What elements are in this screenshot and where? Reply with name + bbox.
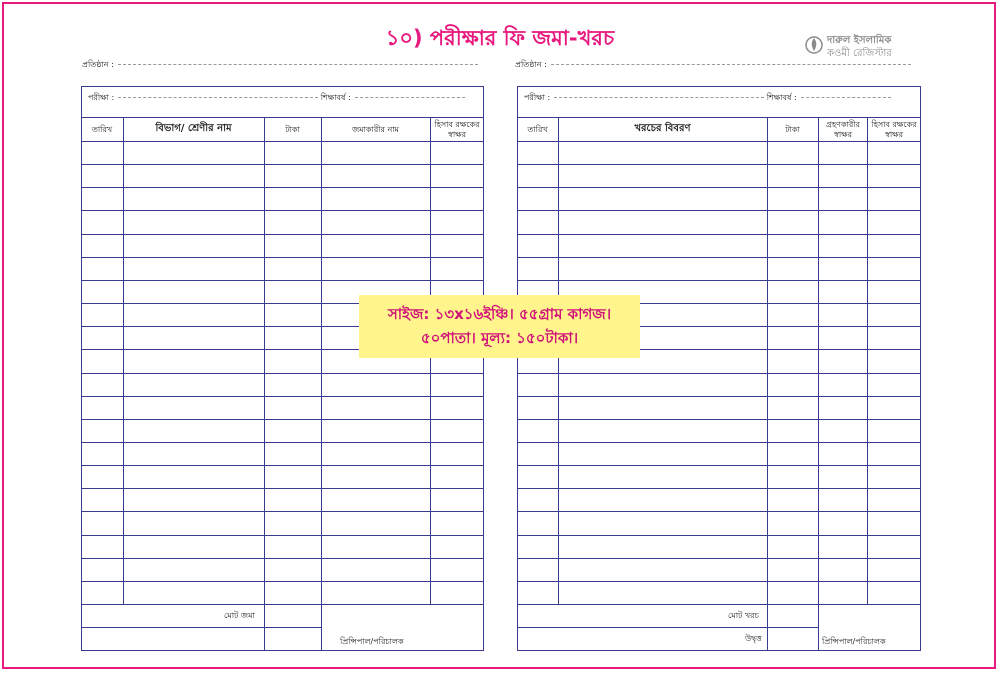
- col-accountant-sign: হিসাব রক্ষকের স্বাক্ষর: [434, 120, 480, 139]
- banner-line1: সাইজ: ১৩x১৬ইঞ্চি। ৫৫গ্রাম কাগজ।: [387, 305, 612, 323]
- ledger-row-line: [517, 257, 921, 258]
- ledger-row-line: [517, 442, 921, 443]
- ledger-row-line: [81, 465, 484, 466]
- col-amount: টাকা: [285, 125, 300, 134]
- year-label: শিক্ষাবর্ষ :: [766, 93, 797, 102]
- ledger-row-line: [517, 511, 921, 512]
- logo-emblem-icon: [805, 33, 823, 57]
- ledger-row-line: [517, 164, 921, 165]
- ledger-row-line: [517, 535, 921, 536]
- logo-line1: দারুল ইসলামিক: [827, 35, 892, 46]
- institution-line-left: [82, 59, 478, 72]
- logo: [805, 33, 925, 59]
- total-expense-label: মোট খরচ: [728, 611, 759, 620]
- info-banner: [359, 295, 640, 358]
- ledger-row-line: [517, 581, 921, 582]
- ledger-row-line: [81, 442, 484, 443]
- ledger-row-line: [517, 465, 921, 466]
- ledger-row-line: [517, 558, 921, 559]
- col-accountant-sign: হিসাব রক্ষকের স্বাক্ষর: [871, 120, 917, 139]
- ledger-row-line: [81, 581, 484, 582]
- institution-label: প্রতিষ্ঠান :: [515, 60, 547, 69]
- expense-page: [517, 86, 921, 651]
- exam-label: পরীক্ষা :: [88, 93, 115, 102]
- ledger-row-line: [81, 396, 484, 397]
- banner-line2: ৫০পাতা। মূল্য: ১৫০টাকা।: [420, 329, 579, 347]
- ledger-row-line: [517, 210, 921, 211]
- ledger-row-line: [81, 234, 484, 235]
- year-label: শিক্ষাবর্ষ :: [320, 93, 351, 102]
- total-deposit-label: মোট জমা: [224, 611, 255, 620]
- ledger-row-line: [517, 280, 921, 281]
- page-title: ১০) পরীক্ষার ফি জমা-খরচ: [385, 26, 615, 50]
- exam-line-right: [524, 92, 891, 105]
- ledger-row-line: [81, 558, 484, 559]
- exam-label: পরীক্ষা :: [524, 93, 551, 102]
- ledger-row-line: [517, 373, 921, 374]
- ledger-row-line: [81, 164, 484, 165]
- logo-line2: কওমী রেজিস্টার: [827, 48, 892, 59]
- ledger-row-line: [81, 280, 484, 281]
- col-depositor: জমাকারীর নাম: [351, 125, 399, 134]
- ledger-row-line: [517, 187, 921, 188]
- ledger-row-line: [517, 234, 921, 235]
- ledger-row-line: [81, 535, 484, 536]
- principal-signature-left: প্রিন্সিপাল/পরিচালক: [340, 637, 404, 646]
- ledger-row-line: [81, 511, 484, 512]
- ledger-row-line: [81, 373, 484, 374]
- col-date: তারিখ: [527, 125, 548, 134]
- col-expense-description: খরচের বিবরণ: [634, 123, 691, 134]
- ledger-row-line: [517, 419, 921, 420]
- balance-label: উদ্বৃত্ত: [745, 634, 762, 643]
- ledger-row-line: [81, 488, 484, 489]
- ledger-row-line: [81, 187, 484, 188]
- col-receiver-sign: গ্রহণকারীর স্বাক্ষর: [825, 120, 861, 139]
- col-class-name: বিভাগ/ শ্রেণীর নাম: [155, 123, 232, 134]
- ledger-row-line: [81, 210, 484, 211]
- institution-label: প্রতিষ্ঠান :: [82, 60, 114, 69]
- ledger-row-line: [517, 396, 921, 397]
- col-amount: টাকা: [785, 125, 800, 134]
- col-date: তারিখ: [91, 125, 113, 134]
- exam-line-left: [88, 92, 465, 105]
- income-page: [81, 86, 484, 651]
- institution-line-right: [515, 59, 911, 72]
- ledger-row-line: [81, 257, 484, 258]
- ledger-row-line: [81, 419, 484, 420]
- ledger-row-line: [517, 488, 921, 489]
- principal-signature-right: প্রিন্সিপাল/পরিচালক: [822, 637, 886, 646]
